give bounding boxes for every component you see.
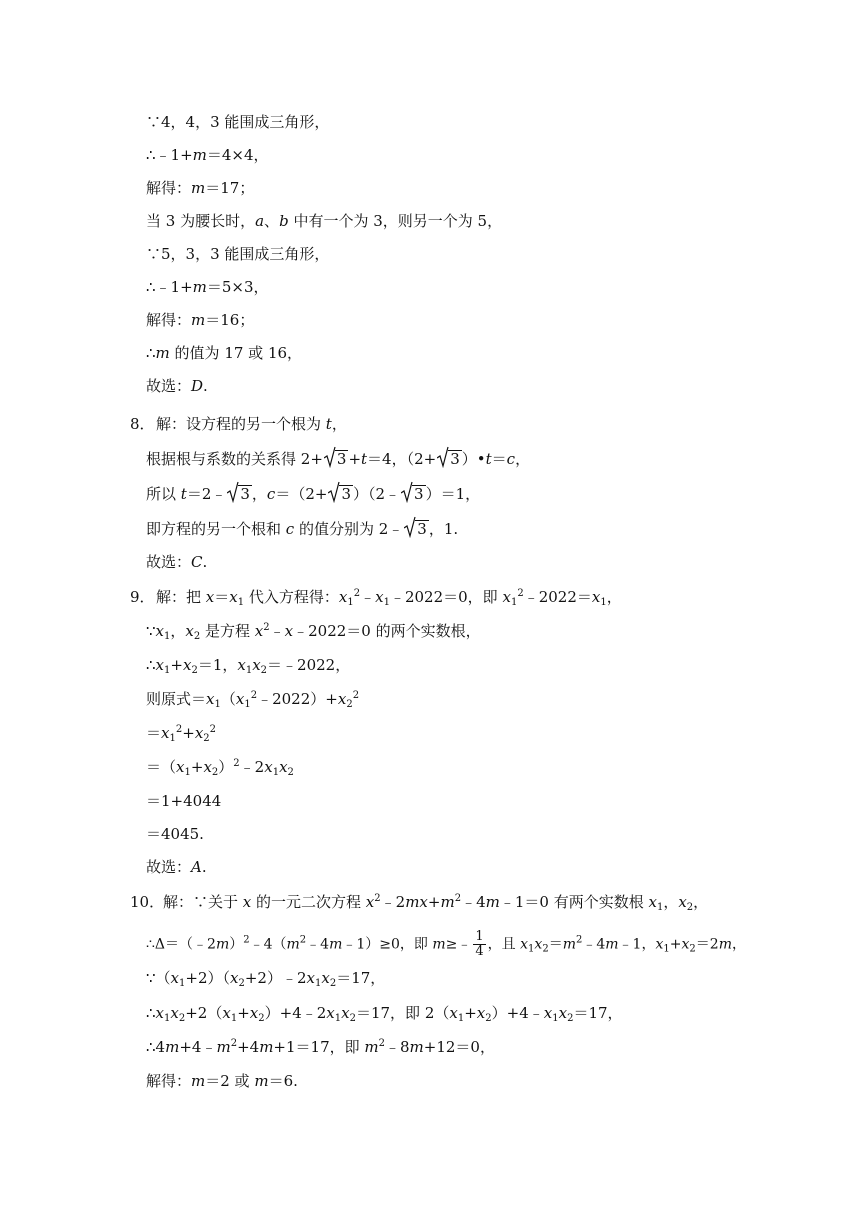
- text-line: 当 3 为腰长时，a、b 中有一个为 3，则另一个为 5，: [146, 212, 503, 230]
- text-line: 解：把 $x=x_1$ 代入方程得：$x_1^2﹣x_1﹣2022=0$，即 $x_1^2﹣2022=x_1$，: [156, 588, 622, 608]
- text-line: 解得：m＝16；: [146, 311, 255, 329]
- text-line: 解得：m＝2 或 m＝6.: [146, 1072, 298, 1090]
- text-line: 即方程的另一个根和 c 的值分别为 2﹣ 3 ，1.: [146, 519, 458, 539]
- sqrt-symbol: 3: [437, 449, 462, 469]
- text-line: $=(x_1+x_2)^2﹣2x_1x_2$: [146, 758, 294, 778]
- text-line: 解得：m＝17；: [146, 179, 255, 197]
- text-line: ∴﹣1+m＝4×4，: [146, 146, 269, 164]
- sqrt-symbol: 3: [324, 449, 349, 469]
- sqrt-symbol: 3: [227, 484, 252, 504]
- text-line: 解：∵关于 x 的一元二次方程 $x^2﹣2mx+m^2﹣4m﹣1=0$ 有两个实数根 $x_1$，$x_2$，: [163, 893, 709, 913]
- text-line: $\therefore\Delta=(﹣2m)^2﹣4(m^2﹣4m﹣1)\ge 0$，即 m≥﹣ $\frac{1}{4}$ ，且 $x_1x_2=m^2﹣4m﹣1$，$x_1+x_2=2m$，: [146, 929, 746, 959]
- sqrt-symbol: 3: [328, 484, 353, 504]
- text-line: 故选：A.: [146, 858, 207, 876]
- text-line: 故选：C.: [146, 553, 208, 571]
- problem-number: 9．: [130, 588, 155, 606]
- text-line: ＝1+4044: [146, 792, 222, 810]
- text-line: ＝4045.: [146, 825, 204, 843]
- text-line: $\therefore x_1+x_2=1$，$x_1x_2=﹣2022$，: [146, 656, 351, 676]
- text-line: $\because x_1$，$x_2$ 是方程 $x^2﹣x﹣2022=0$ 的两个实数根，: [146, 622, 481, 642]
- text-line: $\therefore x_1x_2+2(x_1+x_2)+4﹣2x_1x_2=17$，即 $2(x_1+x_2)+4﹣x_1x_2=17$，: [146, 1004, 623, 1024]
- text-line: $=x_1^2+x_2^2$: [146, 724, 217, 744]
- text-line: ∵4，4，3 能围成三角形，: [146, 113, 330, 131]
- text-line: ∴﹣1+m＝5×3，: [146, 278, 269, 296]
- fraction: $\frac{1}{4}$: [475, 929, 484, 959]
- text-line: ∴m 的值为 17 或 16，: [146, 344, 303, 362]
- text-line: 解：设方程的另一个根为 t，: [156, 415, 347, 433]
- problem-number: 10．: [130, 893, 165, 911]
- text-line: 则原式$=x_1(x_1^2﹣2022)+x_2^2$: [146, 690, 360, 710]
- text-line: $\therefore 4m+4﹣m^2+4m+1=17$，即 $m^2﹣8m+12=0$，: [146, 1038, 495, 1056]
- sqrt-symbol: 3: [401, 484, 426, 504]
- text-line: 故选：D.: [146, 377, 208, 395]
- text-line: 所以 t＝2﹣ 3 ，c＝（2+ 3 ）（2﹣ 3 ）＝1，: [146, 484, 480, 504]
- sqrt-symbol: 3: [404, 519, 429, 539]
- text-line: ∵5，3，3 能围成三角形，: [146, 245, 330, 263]
- text-line: $\because(x_1+2)(x_2+2)﹣2x_1x_2=17$，: [146, 969, 386, 989]
- problem-number: 8．: [130, 415, 155, 433]
- text-line: 根据根与系数的关系得 2+ 3 +t＝4，（2+ 3 ）•t＝c，: [146, 449, 530, 469]
